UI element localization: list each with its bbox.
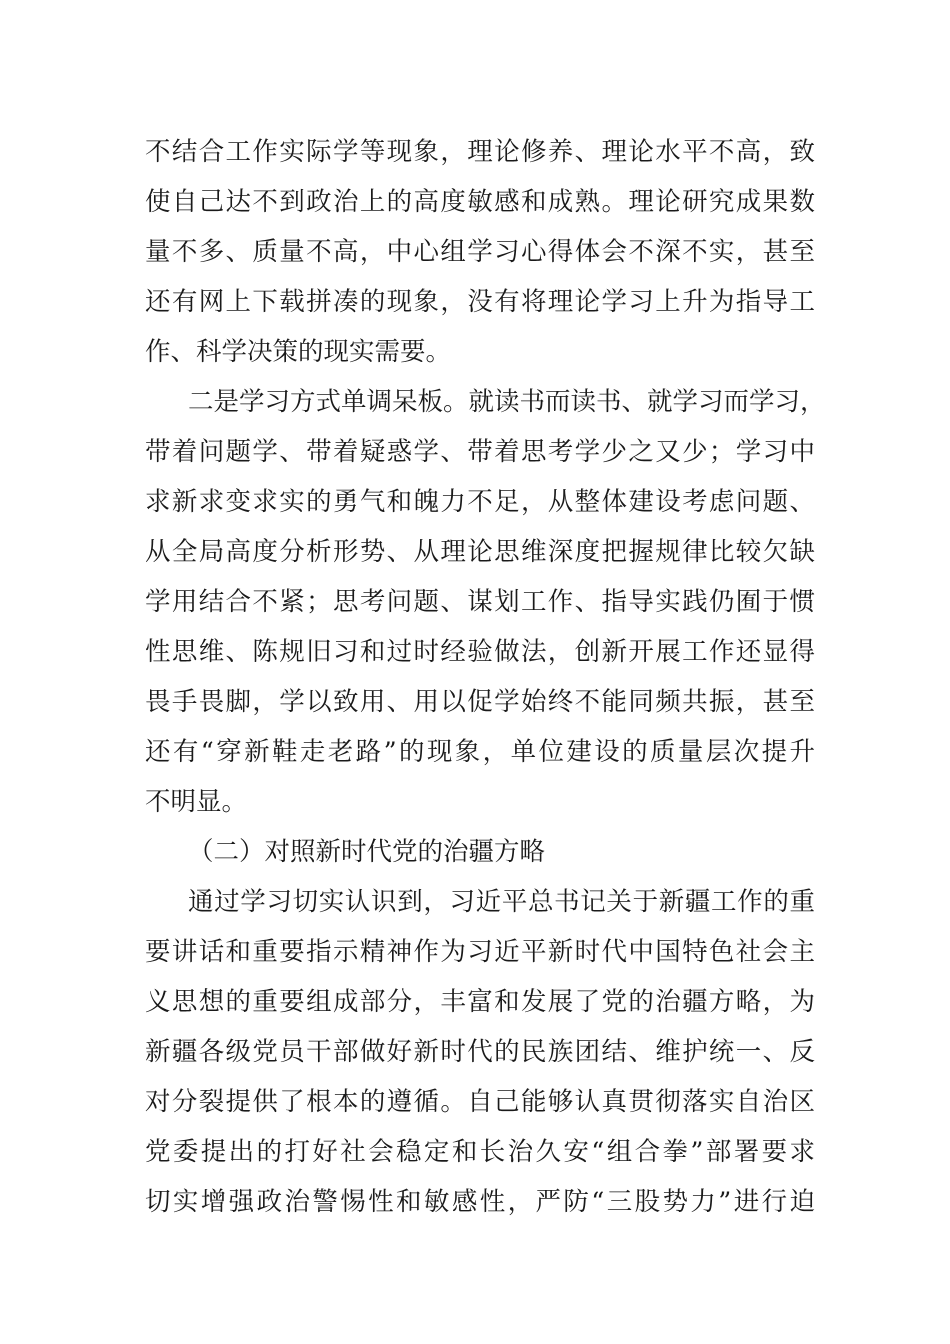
paragraph-line: 还有“穿新鞋走老路”的现象，单位建设的质量层次提升 [145,737,815,767]
paragraph-line: 还有网上下载拼凑的现象，没有将理论学习上升为指导工 [145,287,815,317]
paragraph-line: 学用结合不紧；思考问题、谋划工作、指导实践仍囿于惯 [145,587,815,617]
paragraph-line: 畏手畏脚，学以致用、用以促学始终不能同频共振，甚至 [145,687,815,717]
paragraph-line: 对分裂提供了根本的遵循。自己能够认真贯彻落实自治区 [145,1087,815,1117]
paragraph-line: 要讲话和重要指示精神作为习近平新时代中国特色社会主 [145,937,815,967]
paragraph-line: 新疆各级党员干部做好新时代的民族团结、维护统一、反 [145,1037,815,1067]
paragraph-line: 通过学习切实认识到，习近平总书记关于新疆工作的重 [188,887,815,917]
paragraph-line: 党委提出的打好社会稳定和长治久安“组合拳”部署要求 [145,1137,815,1167]
paragraph-line: 作、科学决策的现实需要。 [145,337,452,367]
paragraph-line: 带着问题学、带着疑惑学、带着思考学少之又少；学习中 [145,437,815,467]
paragraph-line: 性思维、陈规旧习和过时经验做法，创新开展工作还显得 [145,637,815,667]
paragraph-line: 从全局高度分析形势、从理论思维深度把握规律比较欠缺 [145,537,815,567]
paragraph-line: 求新求变求实的勇气和魄力不足，从整体建设考虑问题、 [145,487,815,517]
paragraph-line: 不明显。 [145,787,248,817]
section-heading: （二）对照新时代党的治疆方略 [188,837,546,867]
paragraph-line: 量不多、质量不高，中心组学习心得体会不深不实，甚至 [145,237,815,267]
paragraph-line: 使自己达不到政治上的高度敏感和成熟。理论研究成果数 [145,187,815,217]
paragraph-line: 义思想的重要组成部分，丰富和发展了党的治疆方略，为 [145,987,815,1017]
paragraph-line: 切实增强政治警惕性和敏感性，严防“三股势力”进行迫 [145,1187,815,1217]
paragraph-line: 二是学习方式单调呆板。就读书而读书、就学习而学习， [188,387,826,417]
paragraph-line: 不结合工作实际学等现象，理论修养、理论水平不高，致 [145,137,815,167]
